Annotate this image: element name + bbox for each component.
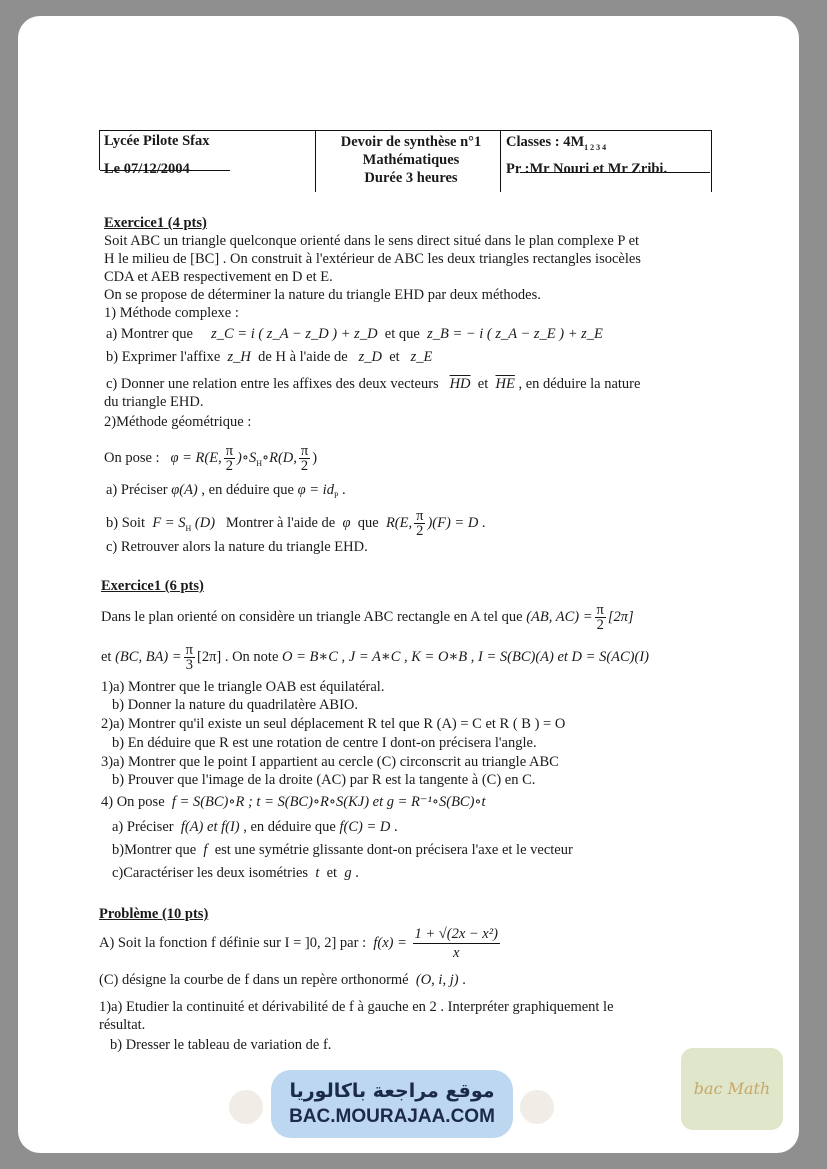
ex2-q4a: a) Préciser f(A) et f(I) , en déduire que f(C) = D . bbox=[112, 819, 398, 835]
ex1-method2: 2)Méthode géométrique : bbox=[104, 414, 252, 430]
problem-title: Problème (10 pts) bbox=[99, 906, 209, 922]
subject: Mathématiques bbox=[362, 152, 460, 168]
ex1-line-2: H le milieu de [BC] . On construit à l'extérieur de ABC les deux triangles rectangles isocèles bbox=[104, 251, 641, 267]
header-table bbox=[100, 130, 712, 192]
ex2-q3a: 3)a) Montrer que le point I appartient au cercle (C) circonscrit au triangle ABC bbox=[101, 754, 559, 770]
ex2-q4: 4) On pose f = S(BC)∘R ; t = S(BC)∘R∘S(KJ) et g = R⁻¹∘S(BC)∘t bbox=[101, 794, 486, 810]
problem-curve: (C) désigne la courbe de f dans un repère orthonormé (O, i, j) . bbox=[99, 972, 466, 988]
ex1-q1b: b) Exprimer l'affixe z_H de H à l'aide de z_D et z_E bbox=[106, 349, 433, 365]
ex1-title: Exercice1 (4 pts) bbox=[104, 215, 207, 231]
classes-label: Classes : 4M bbox=[506, 134, 585, 150]
school-name: Lycée Pilote Sfax bbox=[104, 133, 210, 149]
ex2-q3b: b) Prouver que l'image de la droite (AC) par R est la tangente à (C) en C. bbox=[112, 772, 536, 788]
document-page bbox=[18, 16, 799, 1153]
ex2-title: Exercice1 (6 pts) bbox=[101, 578, 204, 594]
ex1-line-5: 1) Méthode complexe : bbox=[104, 305, 239, 321]
ex1-pose: On pose : φ = R(E, $\frac{\pi}{2}$ )$\circ S_H\circ R(D$, $\frac{\pi}{2}$ ) bbox=[104, 443, 318, 475]
ex2-q4b: b)Montrer que f est une symétrie glissante dont-on précisera l'axe et le vecteur bbox=[112, 842, 573, 858]
site-url[interactable]: BAC.MOURAJAA.COM bbox=[289, 1106, 495, 1127]
ex2-line-1: Dans le plan orienté on considère un triangle ABC rectangle en A tel que (AB, AC) = $\frac{\pi}{2}$ [2π] bbox=[101, 602, 634, 634]
ex2-line-2: et (BC, BA) = $\frac{\pi}{3}$ [2π] . On note O = B∗C , J = A∗C , K = O∗B , I = S(BC)(A) et D = S(AC)(I) bbox=[101, 642, 649, 674]
problem-q1a: 1)a) Etudier la continuité et dérivabilité de f à gauche en 2 . Interpréter graphiquement le bbox=[99, 999, 614, 1015]
fraction-denominator: x bbox=[453, 945, 460, 962]
ex1-line-3: CDA et AEB respectivement en D et E. bbox=[104, 269, 333, 285]
site-logo-right bbox=[520, 1090, 554, 1124]
ex1-q2b: b) Soit $F = S_H$ (D) Montrer à l'aide de φ que R(E, $\frac{\pi}{2}$ )(F) = D . bbox=[106, 508, 486, 540]
site-logo-left bbox=[229, 1090, 263, 1124]
classes-sub: 1 2 3 4 bbox=[584, 142, 607, 152]
ex1-q2a: a) Préciser φ(A) , en déduire que $\varphi = id_P$ . bbox=[106, 482, 346, 500]
ex2-q4c: c)Caractériser les deux isométries t et g . bbox=[112, 865, 359, 881]
duration: Durée 3 heures bbox=[364, 170, 458, 186]
site-banner[interactable] bbox=[271, 1070, 513, 1138]
ex1-q1a: a) Montrer que z_C = i ( z_A − z_D ) + z_D et que z_B = − i ( z_A − z_E ) + z_E bbox=[106, 326, 603, 342]
ex1-line-1: Soit ABC un triangle quelconque orienté dans le sens direct situé dans le plan complexe P et bbox=[104, 233, 640, 249]
teachers: Pr :Mr Nouri et Mr Zribi. bbox=[506, 161, 668, 177]
problem-A: A) Soit la fonction f définie sur I = ]0, 2] par : f(x) = $\frac{\text{1 + √(2x − x²)}}{x}$ bbox=[99, 926, 498, 962]
site-arabic-name: موقع مراجعة باكالوريا bbox=[289, 1080, 495, 1102]
ex2-q2b: b) En déduire que R est une rotation de centre I dont-on précisera l'angle. bbox=[112, 735, 537, 751]
exam-date: Le 07/12/2004 bbox=[104, 161, 190, 177]
formula-zc: z_C = i ( z_A − z_D ) + z_D bbox=[211, 326, 378, 342]
fraction-numerator: 1 + √(2x − x²) bbox=[414, 926, 498, 943]
problem-q1a-2: résultat. bbox=[99, 1017, 146, 1033]
ex1-line-4: On se propose de déterminer la nature du triangle EHD par deux méthodes. bbox=[104, 287, 541, 303]
ex2-q1a: 1)a) Montrer que le triangle OAB est équilatéral. bbox=[101, 679, 385, 695]
ex1-q2c: c) Retrouver alors la nature du triangle EHD. bbox=[106, 539, 368, 555]
bac-math-stamp: bac Math bbox=[681, 1048, 783, 1130]
ex1-q1c-2: du triangle EHD. bbox=[104, 394, 204, 410]
ex2-q2a: 2)a) Montrer qu'il existe un seul déplacement R tel que R (A) = C et R ( B ) = O bbox=[101, 716, 566, 732]
formula-zb: z_B = − i ( z_A − z_E ) + z_E bbox=[427, 326, 603, 342]
problem-q1b: b) Dresser le tableau de variation de f. bbox=[110, 1037, 332, 1053]
ex2-q1b: b) Donner la nature du quadrilatère ABIO. bbox=[112, 697, 359, 713]
exam-title: Devoir de synthèse n°1 bbox=[340, 134, 482, 150]
ex1-q1c: c) Donner une relation entre les affixes des deux vecteurs $\overline{HD}$ et $\overline{HE}$ , en déduire la nature bbox=[106, 376, 641, 392]
